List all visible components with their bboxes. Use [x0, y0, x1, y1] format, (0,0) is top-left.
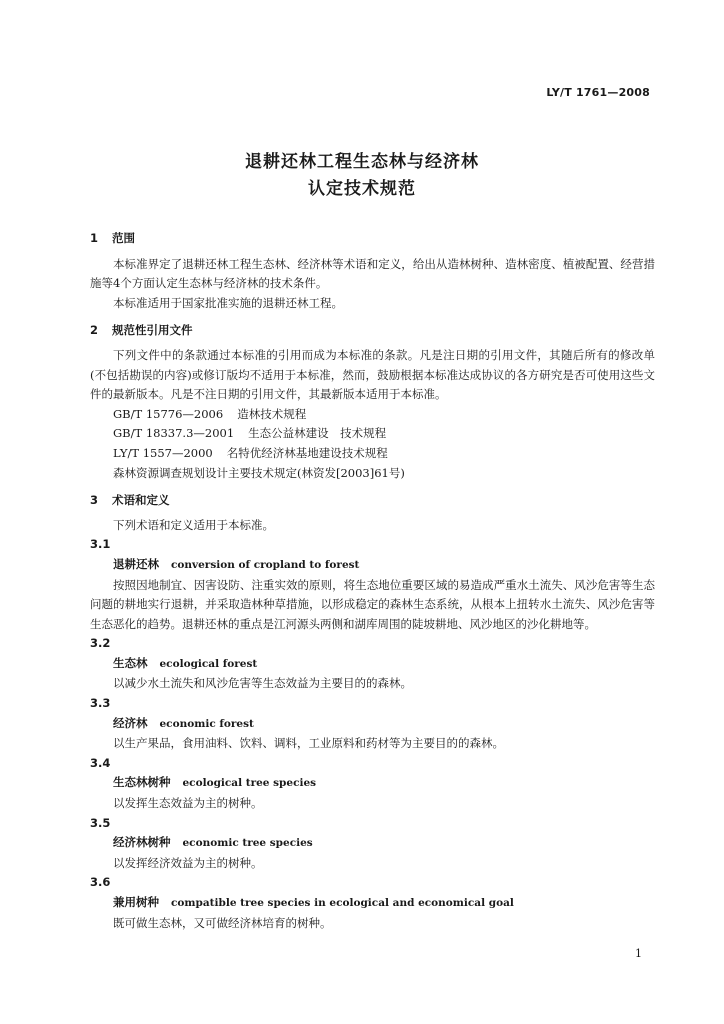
reference-name: 造林技术规程 — [237, 406, 307, 421]
clause-number: 3.6 — [90, 875, 111, 890]
term-definition: 以发挥经济效益为主的树种。 — [113, 855, 263, 870]
term-chinese: 生态林 — [113, 655, 148, 670]
clause-number: 3.5 — [90, 815, 111, 830]
term-chinese: 经济林树种 — [113, 835, 171, 850]
reference-code: GB/T 18337.3—2001 — [113, 426, 235, 441]
term-heading — [90, 833, 655, 854]
reference-code: GB/T 15776—2006 — [113, 406, 224, 421]
section-3-title: 术语和定义 — [112, 493, 170, 508]
reference-code: LY/T 1557—2000 — [113, 445, 213, 460]
term-definition: 以减少水土流失和风沙危害等生态效益为主要目的的森林。 — [113, 676, 412, 691]
section-3-number: 3 — [90, 493, 99, 508]
clause-number: 3.4 — [90, 755, 111, 770]
term-english: compatible tree species in ecological and economical goal — [171, 897, 514, 909]
section-2-title: 规范性引用文件 — [112, 323, 193, 338]
clause-number: 3.1 — [90, 537, 111, 552]
term-english: ecological forest — [159, 657, 258, 670]
document-body — [90, 229, 655, 933]
term-heading — [90, 654, 655, 675]
term-english: economic forest — [159, 717, 254, 730]
section-2-number: 2 — [90, 323, 99, 338]
term-english: economic tree species — [182, 837, 313, 850]
term-definition: 既可做生态林，又可做经济林培育的树种。 — [113, 915, 332, 930]
reference-item: 森林资源调查规划设计主要技术规定(林资发[2003]61号) — [113, 465, 405, 480]
section-1-title: 范围 — [112, 231, 135, 245]
term-definition: 以生产果品，食用油料、饮料、调料，工业原料和药材等为主要目的的森林。 — [113, 736, 504, 751]
reference-item — [90, 424, 655, 444]
document-title-line1: 退耕还林工程生态林与经济林 — [245, 152, 479, 172]
term-chinese: 退耕还林 — [113, 556, 159, 571]
term-english: conversion of cropland to forest — [171, 558, 360, 571]
clause-number: 3.2 — [90, 636, 111, 651]
reference-name: 生态公益林建设 技术规程 — [248, 426, 387, 441]
term-chinese: 兼用树种 — [113, 895, 159, 909]
section-2-heading — [90, 321, 655, 341]
section-1-paragraph-1: 本标准界定了退耕还林工程生态林、经济林等术语和定义，给出从造林树种、造林密度、植被配置、经营措施等4个方面认定生态林与经济林的技术条件。 — [90, 256, 655, 291]
reference-item — [90, 405, 655, 425]
reference-name: 名特优经济林基地建设技术规程 — [226, 445, 388, 460]
reference-item — [90, 444, 655, 464]
term-heading — [90, 893, 655, 914]
page-number: 1 — [635, 947, 642, 960]
section-1-number: 1 — [90, 231, 99, 245]
term-definition: 以发挥生态效益为主的树种。 — [113, 796, 263, 811]
term-heading — [90, 773, 655, 794]
term-english: ecological tree species — [182, 777, 317, 790]
term-heading — [90, 555, 655, 576]
section-2-paragraph-1: 下列文件中的条款通过本标准的引用而成为本标准的条款。凡是注日期的引用文件，其随后所有的修改单(不包括勘误的内容)或修订版均不适用于本标准，然而，鼓励根据本标准达成协议的各方研究是否可使用这些文件的最新版本。凡是不注日期的引用文件，其最新版本适用于本标准。 — [90, 347, 655, 402]
term-chinese: 经济林 — [113, 715, 148, 730]
term-definition: 按照因地制宜、因害设防、注重实效的原则，将生态地位重要区域的易造成严重水土流失、风沙危害等生态问题的耕地实行退耕，并采取造林种草措施，以形成稳定的森林生态系统，从根本上扭转水土流失、风沙危害等生态恶化的趋势。退耕还林的重点是江河源头两侧和湖库周围的陡坡耕地、风沙地区的沙化耕地等。 — [90, 577, 655, 631]
document-title-line2: 认定技术规范 — [308, 179, 416, 199]
section-3-heading — [90, 491, 655, 511]
term-heading — [90, 714, 655, 735]
section-1-heading — [90, 229, 655, 249]
term-chinese: 生态林树种 — [113, 775, 171, 790]
section-3-intro: 下列术语和定义适用于本标准。 — [113, 517, 274, 532]
clause-number: 3.3 — [90, 696, 111, 711]
section-1-paragraph-2: 本标准适用于国家批准实施的退耕还林工程。 — [113, 295, 343, 310]
standard-code: LY/T 1761—2008 — [546, 86, 650, 99]
